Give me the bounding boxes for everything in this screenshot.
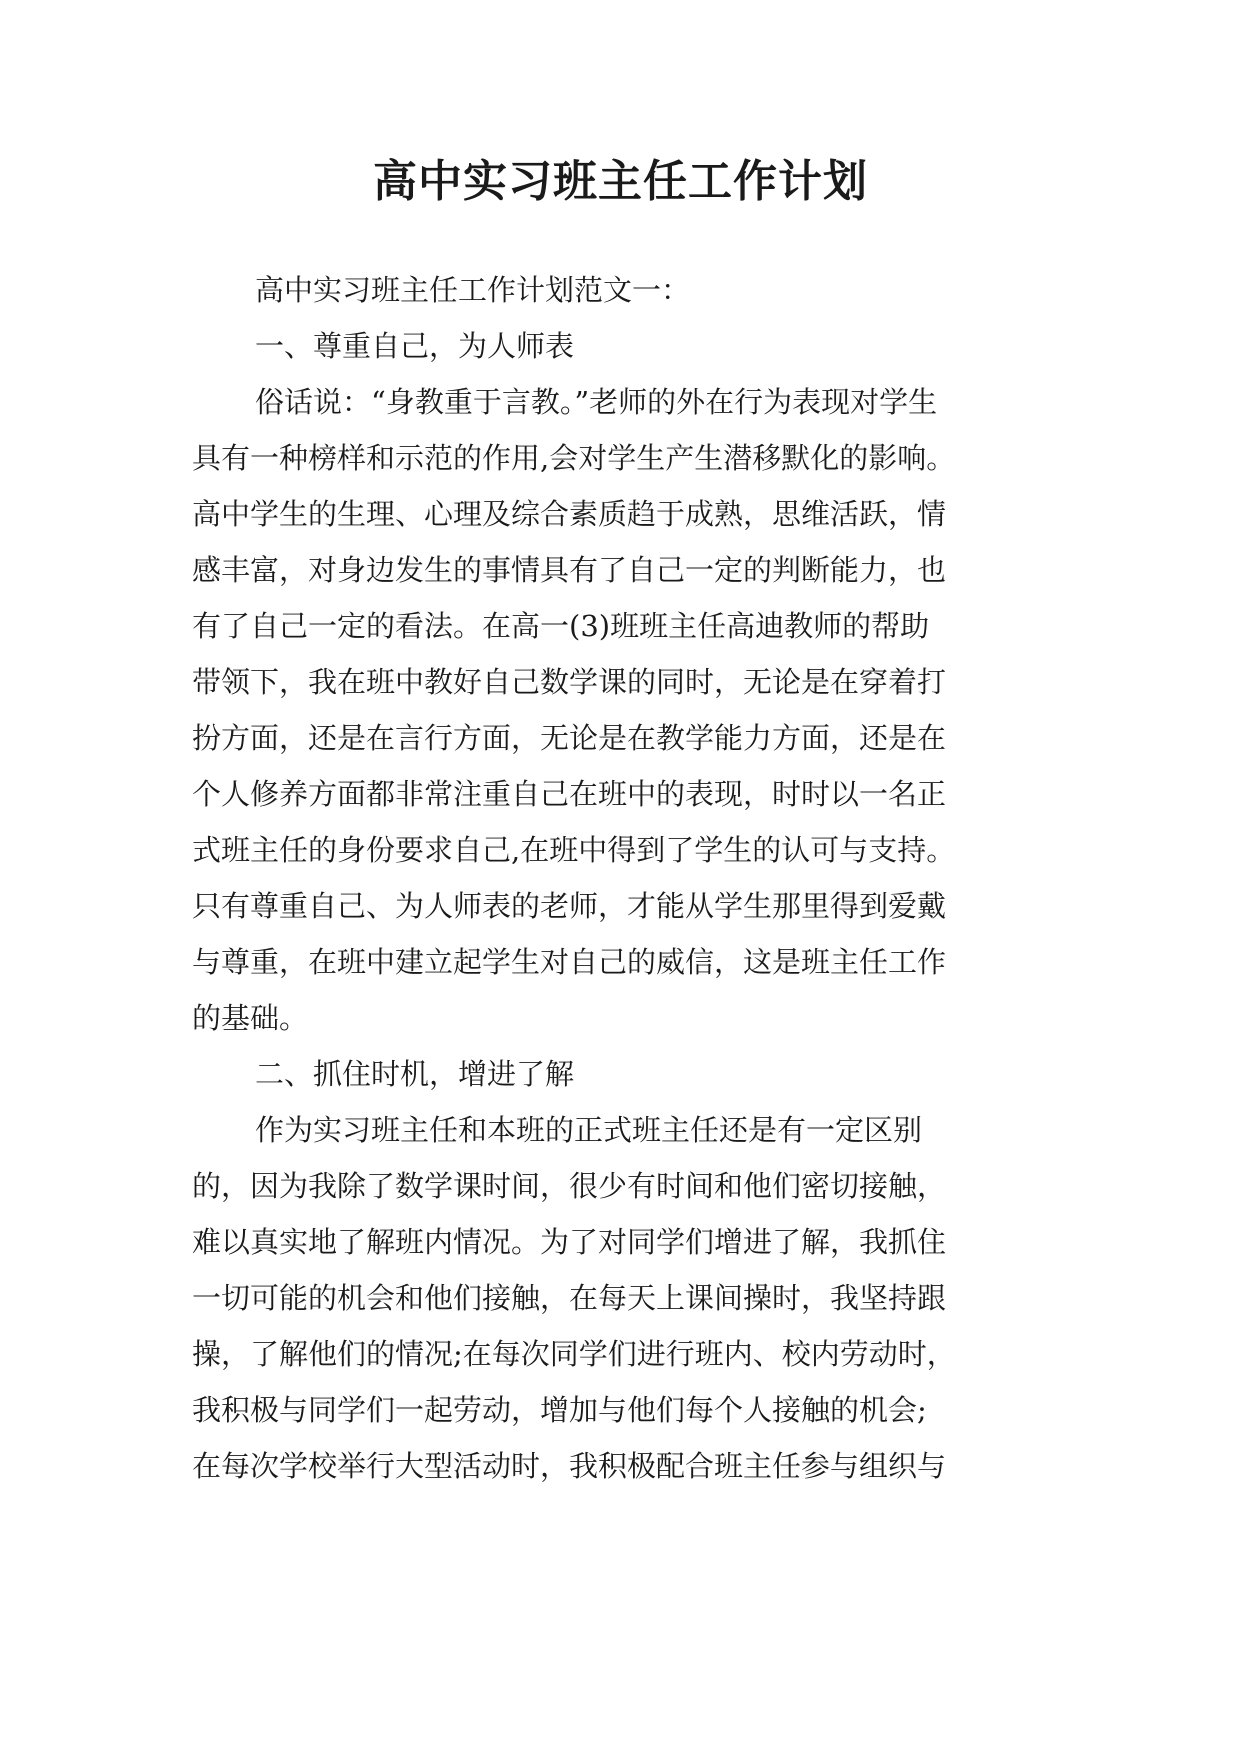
text-line: 作为实习班主任和本班的正式班主任还是有一定区别	[255, 1113, 923, 1147]
text-line: 俗话说：“身教重于言教。”老师的外在行为表现对学生	[255, 385, 938, 419]
text-line: 的基础。	[192, 1001, 309, 1035]
text-line: 二、抓住时机，增进了解	[255, 1057, 575, 1091]
text-line: 高中学生的生理、心理及综合素质趋于成熟，思维活跃，情	[192, 497, 947, 531]
text-line: 扮方面，还是在言行方面，无论是在教学能力方面，还是在	[192, 721, 947, 755]
text-line: 一切可能的机会和他们接触，在每天上课间操时，我坚持跟	[192, 1281, 947, 1315]
text-line: 有了自己一定的看法。在高一(3)班班主任高迪教师的帮助	[192, 609, 930, 643]
text-line: 操，了解他们的情况;在每次同学们进行班内、校内劳动时，	[192, 1337, 956, 1371]
text-line: 与尊重，在班中建立起学生对自己的威信，这是班主任工作	[192, 945, 947, 979]
text-line: 具有一种榜样和示范的作用,会对学生产生潜移默化的影响。	[192, 441, 956, 475]
text-line: 式班主任的身份要求自己,在班中得到了学生的认可与支持。	[192, 833, 956, 867]
document-title: 高中实习班主任工作计划	[373, 156, 868, 207]
text-line: 难以真实地了解班内情况。为了对同学们增进了解，我抓住	[192, 1225, 947, 1259]
text-line: 在每次学校举行大型活动时，我积极配合班主任参与组织与	[192, 1449, 947, 1483]
text-line: 个人修养方面都非常注重自己在班中的表现，时时以一名正	[192, 777, 947, 811]
text-line: 高中实习班主任工作计划范文一：	[255, 273, 691, 307]
text-line: 一、尊重自己，为人师表	[255, 329, 575, 363]
text-line: 的，因为我除了数学课时间，很少有时间和他们密切接触，	[192, 1169, 947, 1203]
text-line: 感丰富，对身边发生的事情具有了自己一定的判断能力，也	[192, 553, 947, 587]
text-line: 带领下，我在班中教好自己数学课的同时，无论是在穿着打	[192, 665, 947, 699]
text-line: 只有尊重自己、为人师表的老师，才能从学生那里得到爱戴	[192, 889, 947, 923]
text-line: 我积极与同学们一起劳动，增加与他们每个人接触的机会;	[192, 1393, 927, 1427]
